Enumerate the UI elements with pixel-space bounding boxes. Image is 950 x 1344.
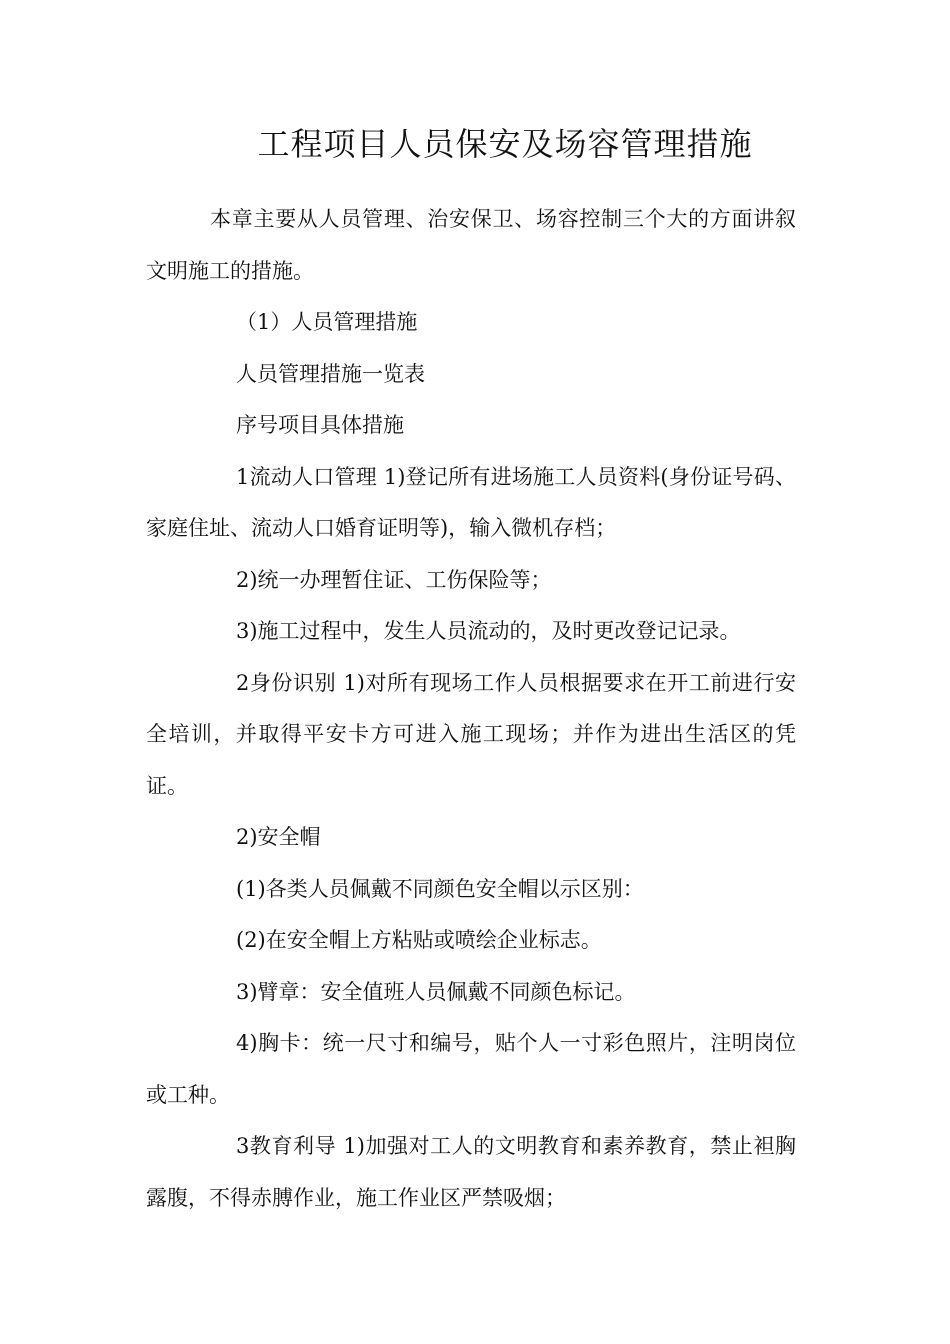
paragraph-item-1-2: 2)统一办理暂住证、工伤保险等； <box>236 567 552 592</box>
document-title: 工程项目人员保安及场容管理措施 <box>257 125 753 163</box>
paragraph-item-3: 3教育利导 1)加强对工人的文明教育和素养教育，禁止袒胸露腹，不得赤膊作业，施工作业区严禁吸烟； <box>146 1134 796 1210</box>
paragraph-item-2: 2身份识别 1)对所有现场工作人员根据要求在开工前进行安全培训，并取得平安卡方可进入施工现场；并作为进出生活区的凭证。 <box>146 670 796 798</box>
paragraph-intro: 本章主要从人员管理、治安保卫、场容控制三个大的方面讲叙文明施工的措施。 <box>146 207 796 283</box>
paragraph-item-2-3: 3)臂章：安全值班人员佩戴不同颜色标记。 <box>236 979 636 1004</box>
paragraph-table-header: 序号项目具体措施 <box>236 413 404 437</box>
paragraph-item-2-2-1: (1)各类人员佩戴不同颜色安全帽以示区别： <box>236 876 644 901</box>
document-body <box>146 194 796 1224</box>
paragraph-table-title: 人员管理措施一览表 <box>236 361 425 386</box>
paragraph-item-2-4: 4)胸卡：统一尺寸和编号，贴个人一寸彩色照片，注明岗位或工种。 <box>146 1031 796 1107</box>
paragraph-item-2-2-2: (2)在安全帽上方粘贴或喷绘企业标志。 <box>236 928 602 952</box>
paragraph-section-heading: （1）人员管理措施 <box>236 310 418 334</box>
paragraph-item-1: 1流动人口管理 1)登记所有进场施工人员资料(身份证号码、家庭住址、流动人口婚育证明等)，输入微机存档； <box>146 464 796 540</box>
paragraph-item-2-2: 2)安全帽 <box>236 825 321 849</box>
paragraph-item-1-3: 3)施工过程中，发生人员流动的，及时更改登记记录。 <box>236 619 741 643</box>
